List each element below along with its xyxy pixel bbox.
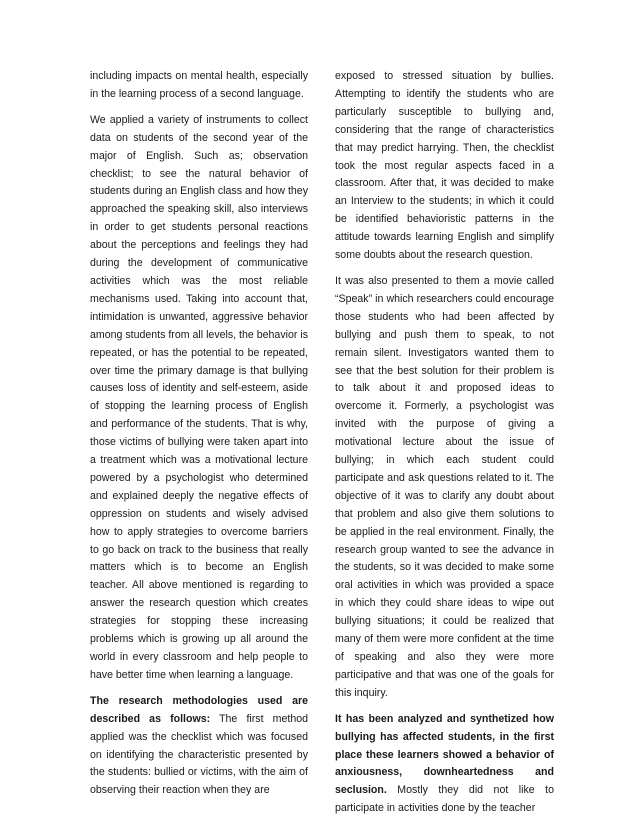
left-paragraph-1: including impacts on mental health, especially in the learning process of a second language.	[90, 70, 308, 100]
right-paragraph-3-bold: It has been analyzed and synthetized how bullying has affected students, in the first place these learners showed a behavior of anxiousness, downheartedness and seclusion.	[335, 712, 554, 797]
right-paragraph-1: exposed to stressed situation by bullies. Attempting to identify the students who are particularly susceptible to bullying and, considering that the range of characteristics that may predict harrying. Then, the checklist took the most regular aspects faced in a classroom. After that, it was decided to make an Interview to the students; in which it could be identified behavioristic patterns in the attitude towards learning English and simplify some doubts about the research question.	[335, 70, 554, 262]
right-paragraph-3	[335, 711, 554, 818]
right-column	[335, 68, 554, 826]
left-paragraph-3-bold: The research methodologies used are described as follows:	[90, 694, 308, 725]
right-paragraph-2: It was also presented to them a movie called “Speak” in which researchers could encourage those students who had been affected by bullying and push them to speak, to not remain silent. Investigators wanted them to see that the best solution for their problem is to talk about it and proposed ideas to overcome it. Formerly, a psychologist was invited with the purpose of giving a motivational lecture about the issue of bullying; in which each student could participate and ask questions related to it. The objective of it was to clarify any doubt about that problem and also give them solutions to be applied in the real environment. Finally, the research group wanted to see the advance in the students, so it was decided to make some oral activities in which was provided a space in which they could share ideas to wipe out bullying situations; it could be realized that many of them were more confident at the time of speaking and also they were more participative and that was one of the goals for this inquiry.	[335, 274, 554, 699]
left-paragraph-3-text: The first method applied was the checklist which was focused on identifying the characteristic presented by the students: bullied or victims, with the aim of observing their reaction when they are	[90, 712, 308, 797]
left-column	[90, 68, 308, 808]
left-paragraph-3	[90, 693, 308, 800]
right-paragraph-3-text: Mostly they did not like to participate in activities done by the teacher	[335, 784, 554, 815]
left-paragraph-2: We applied a variety of instruments to collect data on students of the second year of the major of English. Such as; observation checklist; to see the natural behavior of students during an English class and how they approached the speaking skill, also interviews in order to get students personal reactions about the perceptions and feelings they had during the development of communicative activities which was the most reliable mechanisms used. Taking into account that, intimidation is unwanted, aggressive behavior among students from all levels, the behavior is repeated, or has the potential to be repeated, over time the primary damage is that bullying causes loss of identity and self-esteem, aside of stopping the learning process of English and performance of the students. That is why, those victims of bullying were taken apart into a treatment which was a motivational lecture powered by a psychologist who determined and explained deeply the negative effects of oppression on students and wisely advised how to apply strategies to overcome barriers to go back on track to the business that really matters which is to become an English teacher. All above mentioned is regarding to answer the research question which creates strategies for stopping these increasing problems which is growing up all around the world in every classroom and help people to have better time when learning a language.	[90, 113, 308, 681]
